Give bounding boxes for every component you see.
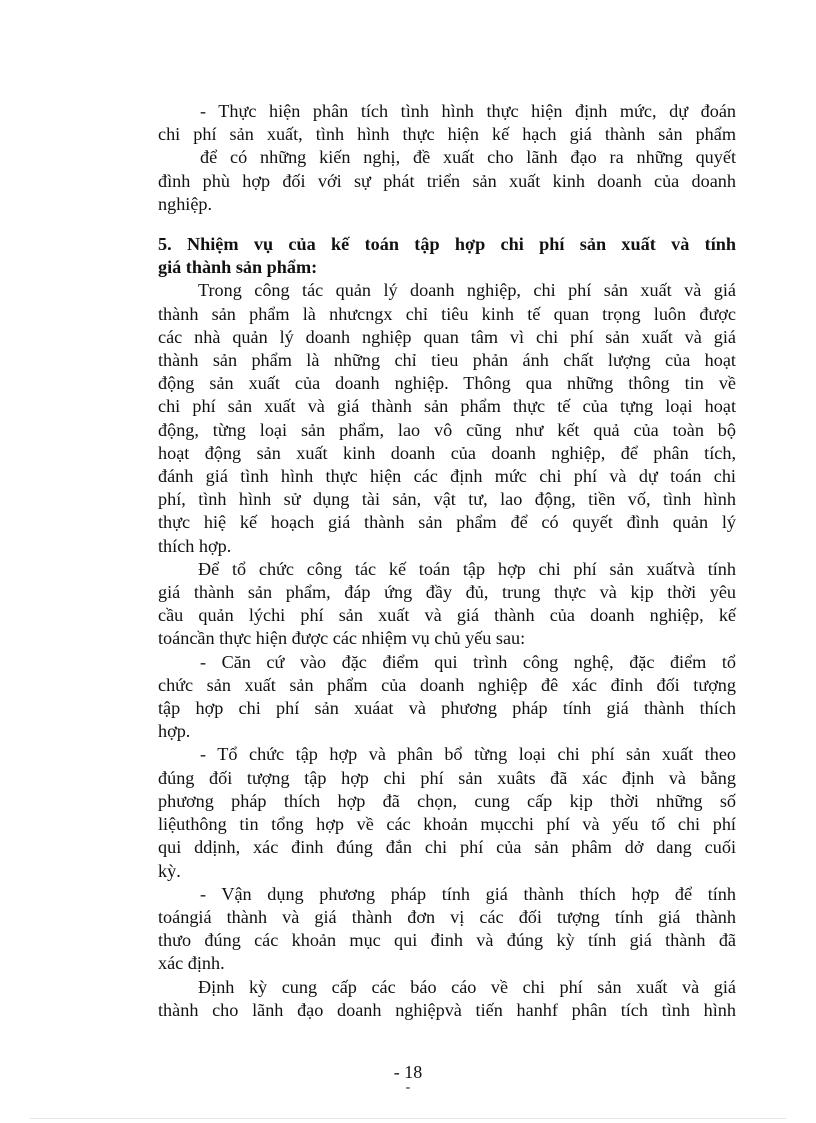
paragraph-line: phương pháp thích hợp đã chọn, cung cấp kịp thời những số — [158, 790, 736, 811]
paragraph-line: chi phí sản xuất, tình hình thực hiện kế hạch giá thành sản phẩm — [158, 124, 736, 145]
paragraph-line: chi phí sản xuất và giá thành sản phẩm thực tế của tựng loại hoạt — [158, 396, 736, 417]
paragraph-line: - Căn cứ vào đặc điểm qui trình công nghệ, đặc điểm tổ — [200, 651, 736, 672]
paragraph-line: thành cho lãnh đạo doanh nghiệpvà tiến hanhf phân tích tình hình — [158, 999, 736, 1020]
paragraph-line: hợp. — [158, 721, 191, 742]
paragraph-line: đúng đối tượng tập hợp chi phí sản xuâts đã xác định và bằng — [158, 767, 736, 788]
paragraph-line: qui ddịnh, xác đinh đúng đắn chi phí của sản phâm dở dang cuối — [158, 837, 736, 858]
paragraph-line: để có những kiến nghị, đề xuất cho lãnh đạo ra những quyết — [200, 147, 736, 168]
paragraph-line: phí, tình hình sử dụng tài sản, vật tư, lao động, tiền vố, tình hình — [158, 489, 736, 510]
paragraph-line: Trong công tác quản lý doanh nghiệp, chi phí sản xuất và giá — [198, 280, 736, 301]
paragraph-line: thưo đúng các khoản mục qui đinh và đúng kỳ tính giá thành đã — [158, 930, 736, 951]
paragraph-line: đình phù hợp đối với sự phát triển sản xuất kinh doanh của doanh — [158, 170, 736, 191]
paragraph-line: thành sản phẩm là những chỉ tieu phản ánh chất lượng của hoạt — [158, 350, 736, 371]
paragraph-line: hoạt động sản xuất kinh doanh của doanh nghiệp, để phân tích, — [158, 442, 736, 463]
paragraph-line: thích hợp. — [158, 535, 232, 556]
paragraph-line: Định kỳ cung cấp các báo cáo về chi phí sản xuất và giá — [198, 976, 736, 997]
paragraph-line: giá thành sản phẩm, đáp ứng đầy đủ, trung thực và kịp thời yêu — [158, 582, 736, 603]
paragraph-line: đánh giá tình hình thực hiện các định mức chi phí và dự toán chi — [158, 466, 736, 487]
paragraph-line: tập hợp chi phí sản xuáat và phương pháp tính giá thành thích — [158, 698, 736, 719]
paragraph-line: nghiệp. — [158, 193, 213, 214]
paragraph-line: Để tổ chức công tác kế toán tập hợp chi phí sản xuấtvà tính — [198, 558, 736, 579]
section-heading: 5. Nhiệm vụ của kế toán tập hợp chi phí sản xuất và tính — [158, 234, 736, 255]
paragraph-line: thực hiệ kế hoạch giá thành sản phẩm để có quyết đình quản lý — [158, 512, 736, 533]
page-footer — [0, 1061, 816, 1093]
paragraph-line: toáncần thực hiện được các nhiệm vụ chủ yếu sau: — [158, 628, 526, 649]
bottom-divider — [30, 1118, 786, 1119]
paragraph-line: động sản xuất của doanh nghiệp. Thông qua những thông tin về — [158, 373, 736, 394]
paragraph-line: xác định. — [158, 953, 225, 974]
paragraph-line: toángiá thành và giá thành đơn vị các đối tượng tính giá thành — [158, 906, 736, 927]
paragraph-line: chức sản xuất sản phẩm của doanh nghiệp đê xác đỉnh đối tượng — [158, 674, 736, 695]
paragraph-line: các nhà quản lý doanh nghiệp quan tâm vì chi phí sản xuất và giá — [158, 326, 736, 347]
paragraph-line: - Tổ chức tập hợp và phân bổ từng loại chi phí sản xuất theo — [200, 744, 736, 765]
paragraph-line: liệuthông tin tổng hợp về các khoản mụcchi phí và yếu tố chi phí — [158, 814, 736, 835]
document-page — [158, 100, 736, 1022]
paragraph-line: - Thực hiện phân tích tình hình thực hiện định mức, dự đoán — [200, 101, 736, 121]
paragraph-line: động, từng loại sản phẩm, lao vô cũng như kết quả của toàn bộ — [158, 419, 736, 440]
paragraph-line: - Vận dụng phương pháp tính giá thành thích hợp để tính — [200, 883, 736, 904]
paragraph-line: thành sản phẩm là nhưcngx chỉ tiêu kinh tế quan trọng luôn được — [158, 303, 736, 324]
page-number: - 18 — [393, 1062, 423, 1082]
footer-dash: - — [405, 1080, 411, 1095]
section-heading: giá thành sản phẩm: — [158, 257, 318, 278]
paragraph-line: kỳ. — [158, 860, 181, 881]
paragraph-line: cầu quản lýchi phí sản xuất và giá thành của doanh nghiệp, kế — [158, 605, 736, 626]
